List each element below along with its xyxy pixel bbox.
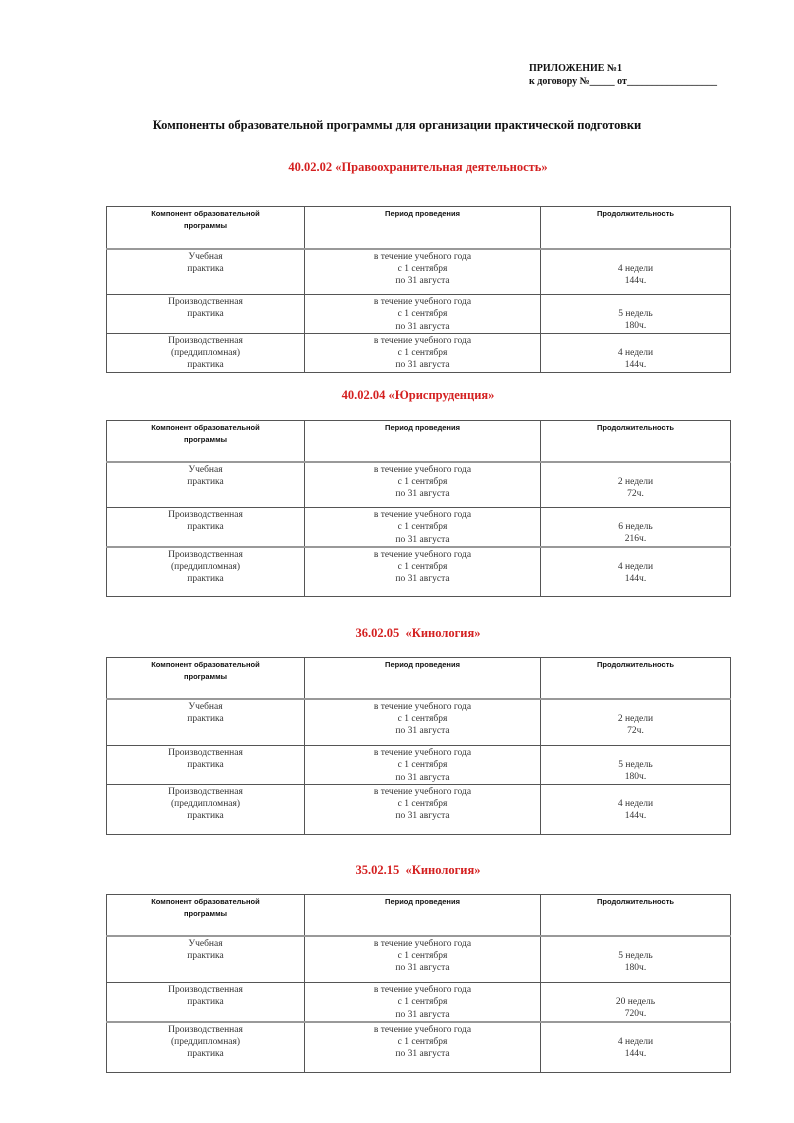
duration-line: 4 недели xyxy=(617,263,654,274)
header-component: Компонент образовательной программы xyxy=(107,658,305,699)
duration-line: 2 недели xyxy=(617,713,654,724)
duration-line: 4 недели xyxy=(617,1036,654,1047)
component-line: практика xyxy=(187,522,224,533)
duration-line: 4 недели xyxy=(617,347,654,358)
program-table xyxy=(106,420,731,597)
duration-cell xyxy=(541,249,731,295)
period-line: в течение учебного года xyxy=(373,938,472,949)
component-cell xyxy=(107,746,305,785)
period-line: по 31 августа xyxy=(395,1009,450,1020)
component-cell xyxy=(107,983,305,1022)
component-line: практика xyxy=(187,811,224,822)
duration-line: 72ч. xyxy=(627,725,644,736)
duration-cell xyxy=(541,333,731,372)
period-line: по 31 августа xyxy=(395,489,450,500)
duration-cell xyxy=(541,784,731,834)
duration-line: 180ч. xyxy=(624,772,647,783)
duration-line: 2 недели xyxy=(617,476,654,487)
period-line: в течение учебного года xyxy=(373,297,472,307)
component-line: Производственная xyxy=(168,335,243,346)
header-component: Компонент образовательной программы xyxy=(107,421,305,462)
component-cell xyxy=(107,784,305,834)
component-line: практика xyxy=(187,997,224,1008)
component-cell xyxy=(107,462,305,508)
header-period: Период проведения xyxy=(305,421,541,462)
program-table xyxy=(106,657,731,835)
header-component: Компонент образовательной программы xyxy=(107,895,305,936)
program-title: 35.02.15 «Кинология» xyxy=(355,863,481,877)
duration-line: 4 недели xyxy=(617,798,654,809)
duration-line: 180ч. xyxy=(624,321,647,332)
duration-line: 144ч. xyxy=(624,1049,647,1060)
period-line: в течение учебного года xyxy=(373,985,472,995)
component-cell xyxy=(107,508,305,547)
period-line: с 1 сентября xyxy=(397,760,448,771)
period-line: с 1 сентября xyxy=(397,713,448,724)
component-cell xyxy=(107,1022,305,1073)
document-title: Компоненты образовательной программы для организации практической подготовки xyxy=(152,118,642,132)
period-line: в течение учебного года xyxy=(373,549,472,560)
component-cell xyxy=(107,295,305,334)
period-line: с 1 сентября xyxy=(397,562,448,573)
component-line: (преддипломная) xyxy=(170,348,241,359)
period-line: с 1 сентября xyxy=(397,950,448,961)
header-duration: Продолжительность xyxy=(541,895,731,936)
component-line: практика xyxy=(187,1049,224,1060)
header-period: Период проведения xyxy=(305,658,541,699)
period-line: с 1 сентября xyxy=(397,799,448,810)
period-line: по 31 августа xyxy=(395,276,450,287)
table-header-row xyxy=(107,207,731,249)
component-line: Учебная xyxy=(188,701,223,712)
header-duration: Продолжительность xyxy=(541,658,731,699)
duration-line: 72ч. xyxy=(627,488,644,499)
table-header-row xyxy=(107,421,731,462)
duration-cell xyxy=(541,983,731,1022)
period-line: в течение учебного года xyxy=(373,1024,472,1035)
table-row xyxy=(107,936,731,983)
period-line: по 31 августа xyxy=(395,726,450,737)
period-cell xyxy=(305,983,541,1022)
component-line: Производственная xyxy=(168,985,243,995)
period-line: по 31 августа xyxy=(395,772,450,783)
period-cell xyxy=(305,784,541,834)
period-line: по 31 августа xyxy=(395,574,450,585)
component-line: Производственная xyxy=(168,748,243,758)
component-line: практика xyxy=(187,760,224,771)
program-title: 40.02.04 «Юриспруденция» xyxy=(341,388,495,402)
program-title: 40.02.02 «Правоохранительная деятельность» xyxy=(288,160,548,174)
table-row xyxy=(107,333,731,372)
program-title: 36.02.05 «Кинология» xyxy=(355,626,481,640)
duration-line: 4 недели xyxy=(617,561,654,572)
duration-line: 720ч. xyxy=(624,1009,647,1020)
period-line: по 31 августа xyxy=(395,360,450,371)
period-line: по 31 августа xyxy=(395,963,450,974)
component-line: практика xyxy=(187,309,224,320)
period-line: по 31 августа xyxy=(395,534,450,545)
table-row xyxy=(107,746,731,785)
table-row xyxy=(107,249,731,295)
table-row xyxy=(107,1022,731,1073)
component-line: Производственная xyxy=(168,1024,243,1035)
table-row xyxy=(107,508,731,547)
duration-cell xyxy=(541,462,731,508)
table-row xyxy=(107,295,731,334)
program-table xyxy=(106,894,731,1073)
header-duration: Продолжительность xyxy=(541,207,731,249)
component-line: Учебная xyxy=(188,938,223,949)
duration-line: 6 недель xyxy=(618,522,653,532)
duration-line: 5 недель xyxy=(618,309,653,319)
component-line: Производственная xyxy=(168,549,243,560)
period-cell xyxy=(305,249,541,295)
appendix-title: ПРИЛОЖЕНИЕ №1 xyxy=(529,63,622,74)
component-line: практика xyxy=(187,360,224,371)
component-line: практика xyxy=(187,574,224,585)
duration-cell xyxy=(541,699,731,746)
duration-cell xyxy=(541,936,731,983)
period-line: в течение учебного года xyxy=(373,748,472,758)
duration-line: 144ч. xyxy=(624,275,647,286)
period-cell xyxy=(305,1022,541,1073)
period-line: с 1 сентября xyxy=(397,476,448,487)
component-cell xyxy=(107,936,305,983)
period-cell xyxy=(305,508,541,547)
duration-line: 144ч. xyxy=(624,360,647,371)
period-line: в течение учебного года xyxy=(373,464,472,475)
component-line: практика xyxy=(187,263,224,274)
component-line: (преддипломная) xyxy=(170,799,241,810)
component-line: практика xyxy=(187,713,224,724)
component-line: Учебная xyxy=(188,464,223,475)
header-component: Компонент образовательной программы xyxy=(107,207,305,249)
period-line: в течение учебного года xyxy=(373,510,472,520)
table-header-row xyxy=(107,895,731,936)
appendix-contract-line: к договору №_____ от__________________ xyxy=(529,76,717,87)
table-row xyxy=(107,462,731,508)
period-cell xyxy=(305,333,541,372)
duration-cell xyxy=(541,547,731,597)
header-duration: Продолжительность xyxy=(541,421,731,462)
period-cell xyxy=(305,547,541,597)
component-line: практика xyxy=(187,950,224,961)
component-line: (преддипломная) xyxy=(170,1037,241,1048)
period-cell xyxy=(305,699,541,746)
period-line: в течение учебного года xyxy=(373,701,472,712)
duration-line: 5 недель xyxy=(618,760,653,770)
period-line: с 1 сентября xyxy=(397,309,448,320)
header-period: Период проведения xyxy=(305,207,541,249)
component-cell xyxy=(107,547,305,597)
header-period: Период проведения xyxy=(305,895,541,936)
component-line: Производственная xyxy=(168,786,243,797)
period-line: в течение учебного года xyxy=(373,786,472,797)
duration-line: 216ч. xyxy=(624,534,647,545)
duration-line: 180ч. xyxy=(624,962,647,973)
period-line: в течение учебного года xyxy=(373,251,472,262)
component-line: Производственная xyxy=(168,297,243,307)
period-line: с 1 сентября xyxy=(397,263,448,274)
table-header-row xyxy=(107,658,731,699)
period-line: по 31 августа xyxy=(395,321,450,332)
component-cell xyxy=(107,333,305,372)
program-table xyxy=(106,206,731,373)
period-line: с 1 сентября xyxy=(397,997,448,1008)
period-cell xyxy=(305,462,541,508)
period-line: по 31 августа xyxy=(395,1049,450,1060)
component-line: (преддипломная) xyxy=(170,562,241,573)
period-cell xyxy=(305,295,541,334)
duration-line: 144ч. xyxy=(624,574,647,585)
table-row xyxy=(107,547,731,597)
period-cell xyxy=(305,746,541,785)
period-line: с 1 сентября xyxy=(397,1037,448,1048)
period-cell xyxy=(305,936,541,983)
component-line: Производственная xyxy=(168,510,243,520)
duration-line: 144ч. xyxy=(624,811,647,822)
duration-cell xyxy=(541,295,731,334)
duration-cell xyxy=(541,1022,731,1073)
component-line: Учебная xyxy=(188,251,223,262)
table-row xyxy=(107,983,731,1022)
table-row xyxy=(107,699,731,746)
duration-line: 5 недель xyxy=(618,950,653,961)
component-cell xyxy=(107,699,305,746)
duration-cell xyxy=(541,508,731,547)
period-line: с 1 сентября xyxy=(397,348,448,359)
component-cell xyxy=(107,249,305,295)
period-line: по 31 августа xyxy=(395,811,450,822)
appendix-header xyxy=(529,62,717,88)
period-line: с 1 сентября xyxy=(397,522,448,533)
table-row xyxy=(107,784,731,834)
duration-cell xyxy=(541,746,731,785)
period-line: в течение учебного года xyxy=(373,335,472,346)
component-line: практика xyxy=(187,476,224,487)
duration-line: 20 недель xyxy=(615,997,656,1007)
